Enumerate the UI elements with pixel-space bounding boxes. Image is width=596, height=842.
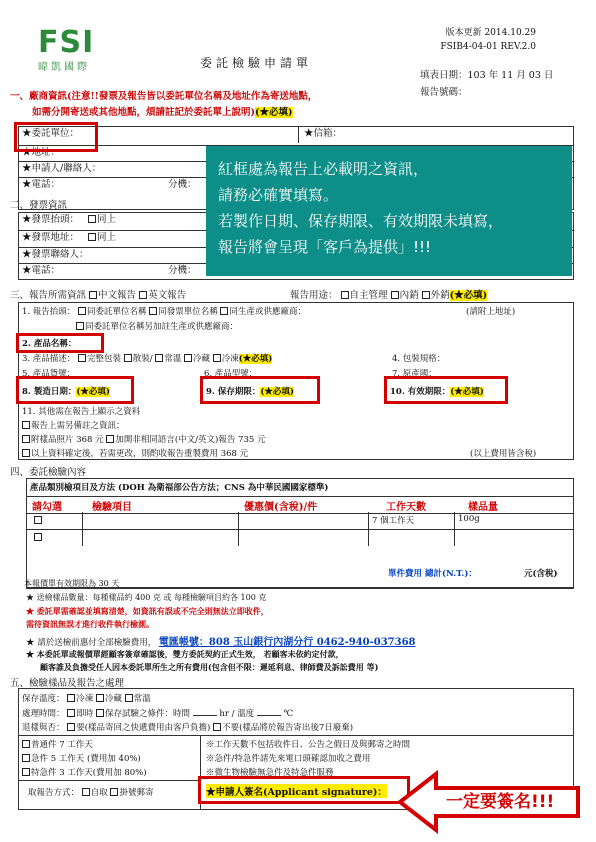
remark-label: 報告上需另備註之資訊： bbox=[31, 421, 125, 431]
normal-label: 普通件 7 工作天 bbox=[31, 740, 93, 750]
shelf-life-label: 9. 保存期限： bbox=[206, 387, 261, 397]
ext-label: 分機： bbox=[168, 179, 197, 190]
note-verify: ★ 委託單需確認並填寫清楚，如資訊有誤或不完全則無法立即收件， bbox=[26, 606, 269, 616]
r3c-label: 常溫 bbox=[164, 354, 182, 364]
section3-title: 三、報告所需資訊 bbox=[10, 290, 87, 301]
report-header-label: 1. 報告抬頭： bbox=[22, 307, 76, 317]
r3b-label: 散裝/ bbox=[132, 354, 153, 364]
r1d-note: (請附上地址) bbox=[466, 307, 516, 317]
r3b-checkbox[interactable] bbox=[124, 354, 132, 362]
sample-qty-value: 100g bbox=[458, 514, 480, 524]
purpose-label: 報告用途： bbox=[290, 290, 338, 301]
expiry-highlight bbox=[384, 376, 508, 404]
invoice-addr-label: ★發票地址： bbox=[22, 232, 80, 243]
pickup-divider bbox=[18, 780, 200, 781]
reissue-checkbox[interactable] bbox=[22, 449, 30, 457]
col-check: 請勾選 bbox=[32, 502, 62, 513]
same-checkbox-2[interactable] bbox=[88, 233, 96, 241]
workdays-value: 7 個工作天 bbox=[372, 516, 415, 526]
divider bbox=[298, 127, 299, 143]
reissue-line bbox=[22, 447, 248, 459]
domestic-label: 內銷 bbox=[399, 290, 419, 301]
storage-line bbox=[22, 692, 151, 704]
note-verify-2: 需待資訊無誤才進行收件執行檢測。 bbox=[26, 619, 154, 629]
r1b-label: 同發票單位名稱 bbox=[158, 307, 218, 317]
workday-note-3: ※微生物檢驗無急件及特急件服務 bbox=[206, 768, 334, 778]
notice-line4: 報告將會呈現「客戶為提供」!!! bbox=[218, 238, 432, 256]
cn-report-label: 中文報告 bbox=[98, 290, 137, 301]
r3e-label: 冷凍 bbox=[221, 354, 239, 364]
normal-line bbox=[22, 738, 93, 750]
fill-date: 填表日期：103 年 11 月 03 日 bbox=[420, 70, 554, 81]
return-label: 退樣與否： bbox=[22, 723, 65, 733]
total-label: 單件費用 總計(N.T.)： bbox=[388, 569, 477, 579]
form-title: 委託檢驗申請單 bbox=[200, 56, 313, 70]
return-line bbox=[22, 721, 353, 733]
r9-required: (★必填) bbox=[260, 387, 294, 397]
test-table-body bbox=[26, 512, 574, 546]
test-row-checkbox-1[interactable] bbox=[34, 516, 42, 524]
logo-text: FSI bbox=[38, 25, 95, 60]
self-label: 自主管理 bbox=[349, 290, 388, 301]
r3a-label: 完整包裝 bbox=[87, 354, 122, 364]
test-row-checkbox-2[interactable] bbox=[34, 533, 42, 541]
expiry-label: 10. 有效期限： bbox=[390, 387, 451, 397]
r3a-checkbox[interactable] bbox=[78, 354, 86, 362]
en-report-checkbox[interactable] bbox=[139, 291, 147, 299]
same-label-2: 同上 bbox=[97, 232, 117, 243]
method-note: 產品類別檢項目及方法 (DOH 為衛福部公告方法；CNS 為中華民國國家標準) bbox=[30, 483, 329, 493]
remark-checkbox[interactable] bbox=[22, 421, 30, 429]
validity-note: 本報價單有效期限為 30 天 bbox=[24, 579, 120, 588]
proc-label: 處理時間： bbox=[22, 709, 65, 719]
time-field[interactable] bbox=[193, 715, 217, 716]
r1c-label: 同生產或供應廠商： bbox=[229, 307, 306, 317]
return-no-label: 不要(樣品將於報告寄出後7日廢棄) bbox=[222, 723, 354, 733]
r1a-checkbox[interactable] bbox=[78, 307, 86, 315]
purpose-line bbox=[290, 287, 487, 301]
payment-note: ★ 請於送檢前惠付全部檢驗費用， bbox=[26, 638, 157, 648]
extra-lang-checkbox[interactable] bbox=[106, 435, 114, 443]
express-label: 特急件 3 工作天(費用加 80%) bbox=[31, 768, 147, 778]
signature-label: ★申請人簽名(Applicant signature)： bbox=[206, 784, 387, 798]
section2-title: 二、發票資訊 bbox=[10, 200, 68, 211]
r1b-checkbox[interactable] bbox=[149, 307, 157, 315]
other-info-label: 11. 其他需在報告上顯示之資料 bbox=[22, 407, 141, 417]
export-checkbox[interactable] bbox=[422, 291, 430, 299]
frozen-label: 冷凍 bbox=[76, 694, 94, 704]
self-pickup-checkbox[interactable] bbox=[82, 788, 90, 796]
r3c-checkbox[interactable] bbox=[155, 354, 163, 362]
r1c-checkbox[interactable] bbox=[220, 307, 228, 315]
contract-note: ★ 本委託單或報價單經顧客簽章確認後，雙方委託契約正式生效， 若顧客未依約定付款， bbox=[26, 649, 344, 659]
mfg-date-highlight bbox=[16, 376, 134, 404]
product-name-label: 2. 產品名稱： bbox=[22, 339, 77, 349]
r10-required: (★必填) bbox=[450, 387, 484, 397]
mail-checkbox[interactable] bbox=[110, 788, 118, 796]
urgency-divider bbox=[18, 735, 574, 736]
r1e-label: 同委託單位名稱另加註生產或供應廠商： bbox=[85, 322, 239, 332]
self-pickup-label: 自取 bbox=[90, 788, 108, 798]
chilled-label: 冷藏 bbox=[104, 694, 122, 704]
domestic-checkbox[interactable] bbox=[391, 291, 399, 299]
doc-code: FSIB4-04-01 REV.2.0 bbox=[440, 42, 536, 52]
same-checkbox-1[interactable] bbox=[88, 215, 96, 223]
must-sign-callout: 一定要簽名!!! bbox=[446, 792, 555, 812]
col-qty: 樣品量 bbox=[468, 502, 498, 513]
reissue-label: 以上資料確定後，若需更改，則酌收報告重製費用 368 元 bbox=[31, 449, 249, 459]
celsius-label: ℃ bbox=[283, 709, 294, 719]
email-label: ★信箱： bbox=[304, 128, 343, 139]
col-price: 優惠價(含稅)/件 bbox=[244, 502, 318, 513]
product-name-highlight bbox=[16, 333, 104, 353]
section3-heading bbox=[10, 287, 186, 301]
temp-field[interactable] bbox=[257, 715, 281, 716]
same-as-above-1 bbox=[88, 213, 116, 227]
section1-note1: 注意!!發票及報告皆以委託單位名稱及地址作為寄送地點， bbox=[71, 91, 318, 102]
logo-subtitle: 暐凱國際 bbox=[38, 62, 90, 73]
extra-lang-label: 加開非相同語言(中文/英文)報告 735 元 bbox=[115, 435, 266, 445]
express-line bbox=[22, 766, 147, 778]
section4-title: 四、委託檢驗內容 bbox=[10, 467, 87, 478]
storage-test-checkbox[interactable] bbox=[96, 709, 104, 717]
notice-line3: 若製作日期、保存期限、有效期限未填寫， bbox=[218, 212, 504, 230]
section1-heading bbox=[10, 88, 317, 102]
notice-line1: 紅框處為報告上必載明之資訊， bbox=[218, 160, 429, 178]
storage-test-label: 保存試驗之條件：時間 bbox=[104, 709, 190, 719]
invoice-title-label: ★發票抬頭： bbox=[22, 214, 80, 225]
version-text: 版本更新 2014.10.29 bbox=[445, 28, 536, 38]
same-label-1: 同上 bbox=[97, 214, 117, 225]
remark-line bbox=[22, 419, 125, 431]
urgent-label: 急件 5 工作天 (費用加 40%) bbox=[31, 754, 141, 764]
mfg-date-label: 8. 製造日期： bbox=[22, 387, 77, 397]
invoice-phone-label: ★電話： bbox=[22, 265, 61, 276]
same-as-above-2 bbox=[88, 231, 116, 245]
workday-note-1: ※工作天數不包括收件日、公告之假日及與郵寄之時間 bbox=[206, 740, 411, 750]
product-desc-line bbox=[22, 352, 272, 364]
r3d-checkbox[interactable] bbox=[184, 354, 192, 362]
note-sample-qty: ★ 送檢樣品數量：每種樣品約 400 克 或 每種檢驗項目約各 100 克 bbox=[26, 593, 267, 602]
bank-account: 電匯帳號：808 玉山銀行內湖分行 0462-940-037368 bbox=[158, 637, 416, 648]
r8-required: (★必填) bbox=[76, 387, 110, 397]
normal-checkbox[interactable] bbox=[22, 740, 30, 748]
purpose-required: (★必填) bbox=[449, 290, 488, 301]
pickup-label: 取報告方式： bbox=[28, 788, 80, 798]
notice-overlay bbox=[206, 146, 572, 276]
package-spec-label: 4. 包裝規格： bbox=[392, 354, 446, 364]
return-yes-label: 要(樣品寄回之快遞費用由客戶負擔) bbox=[76, 723, 211, 733]
temp-label: hr / 溫度 bbox=[219, 709, 255, 719]
applicant-label: ★申請人/聯絡人： bbox=[22, 163, 102, 174]
express-checkbox[interactable] bbox=[22, 768, 30, 776]
immediate-label: 即時 bbox=[76, 709, 94, 719]
origin-label: 7. 原產國： bbox=[392, 369, 437, 379]
r1a-label: 同委託單位名稱 bbox=[87, 307, 147, 317]
section5-title: 五、檢驗樣品及報告之處理 bbox=[10, 678, 125, 689]
section1-title: 一、廠商資訊( bbox=[10, 91, 72, 102]
report-number: 報告號碼： bbox=[420, 87, 468, 98]
extras-line bbox=[22, 433, 265, 445]
payment-line bbox=[26, 633, 416, 648]
model-no-label: 6. 產品型號： bbox=[204, 369, 258, 379]
urgent-line bbox=[22, 752, 141, 764]
report-header-line bbox=[22, 305, 306, 317]
phone-label: ★電話： bbox=[22, 179, 61, 190]
return-no-checkbox[interactable] bbox=[213, 723, 221, 731]
r3-required: (★必填) bbox=[238, 354, 273, 364]
col-days: 工作天數 bbox=[386, 502, 426, 513]
address-label: ★地址： bbox=[22, 147, 61, 158]
r1e-line bbox=[76, 320, 238, 332]
return-yes-checkbox[interactable] bbox=[67, 723, 75, 731]
urgent-checkbox[interactable] bbox=[22, 754, 30, 762]
invoice-ext-label: 分機： bbox=[168, 265, 197, 276]
proc-line bbox=[22, 707, 293, 719]
client-row bbox=[18, 127, 574, 143]
storage-label: 保存溫度： bbox=[22, 694, 65, 704]
required-tag: (★必填) bbox=[255, 107, 293, 118]
section1-note2-line bbox=[32, 104, 293, 118]
notice-line2: 請務必確實填寫。 bbox=[218, 186, 339, 204]
client-label: ★委託單位： bbox=[22, 128, 80, 139]
section1-note2: 如需分開寄送或其他地點，煩請註記於委託單上說明) bbox=[32, 107, 255, 118]
client-highlight-box bbox=[14, 122, 98, 152]
en-report-label: 英文報告 bbox=[148, 290, 187, 301]
invoice-contact-label: ★發票聯絡人： bbox=[22, 249, 89, 260]
self-checkbox[interactable] bbox=[341, 291, 349, 299]
photo-checkbox[interactable] bbox=[22, 435, 30, 443]
cn-report-checkbox[interactable] bbox=[89, 291, 97, 299]
chilled-checkbox[interactable] bbox=[96, 694, 104, 702]
export-label: 外銷 bbox=[430, 290, 450, 301]
immediate-checkbox[interactable] bbox=[67, 709, 75, 717]
pickup-line bbox=[28, 786, 153, 798]
r3d-label: 冷藏 bbox=[193, 354, 211, 364]
r1e-checkbox[interactable] bbox=[76, 322, 84, 330]
mail-label: 掛號郵寄 bbox=[119, 788, 154, 798]
total-unit: 元(含稅) bbox=[524, 569, 558, 579]
frozen-checkbox[interactable] bbox=[67, 694, 75, 702]
photo-label: 附樣品照片 368 元 bbox=[31, 435, 104, 445]
workday-note-2: ※急件/特急件請先來電口頭確認加收之費用 bbox=[206, 754, 371, 764]
contract-note-2: 顧客誰及負擔受任人因本委託單所生之所有費用(包含但不限：遲延利息、律師費及訴訟費用 等) bbox=[40, 662, 379, 672]
ambient-checkbox[interactable] bbox=[125, 694, 133, 702]
tax-note: (以上費用皆含稅) bbox=[470, 449, 537, 459]
company-logo bbox=[38, 25, 100, 73]
col-item: 檢驗項目 bbox=[92, 502, 132, 513]
ambient-label: 常溫 bbox=[133, 694, 151, 704]
row-div bbox=[26, 529, 574, 530]
r3e-checkbox[interactable] bbox=[213, 354, 221, 362]
product-desc-label: 3. 產品描述： bbox=[22, 354, 76, 364]
signature-highlight bbox=[198, 776, 410, 804]
shelf-life-highlight bbox=[200, 376, 320, 404]
item-no-label: 5. 產品貨號： bbox=[22, 369, 76, 379]
